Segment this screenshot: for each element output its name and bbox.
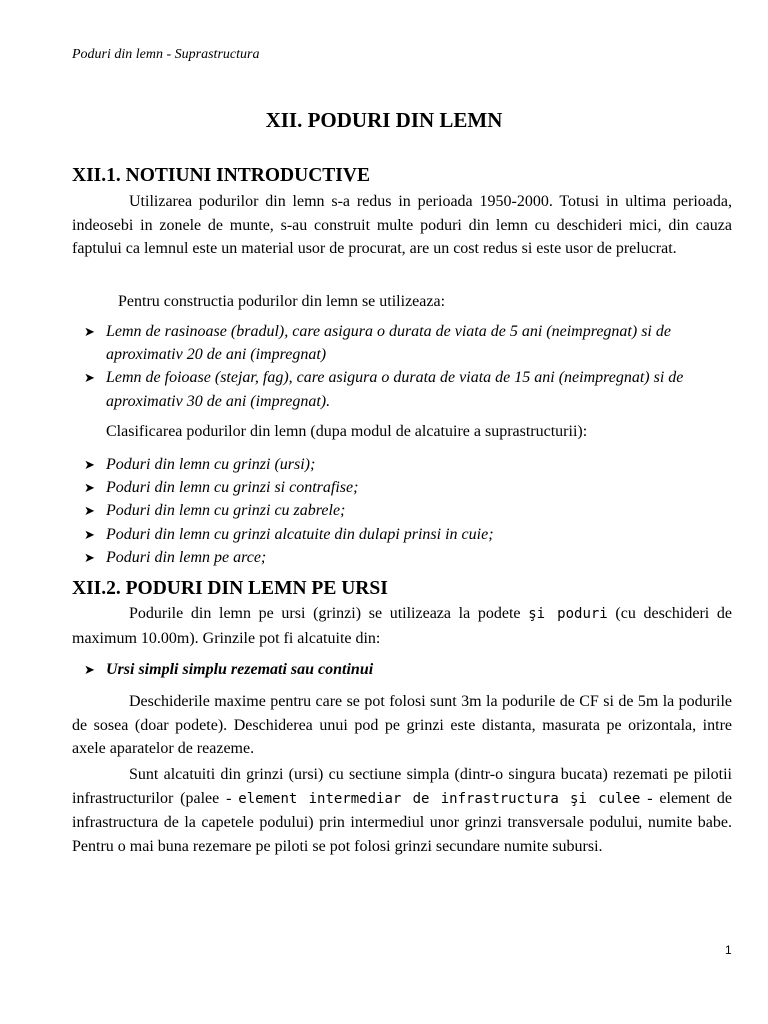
list-item — [72, 366, 732, 412]
arrow-bullet-icon: ➤ — [84, 324, 95, 339]
arrow-bullet-icon: ➤ — [84, 370, 95, 386]
structura-paragraph — [72, 763, 732, 858]
list-item — [72, 320, 732, 366]
ursi-intro-inline: şi poduri — [528, 606, 608, 622]
list-item — [72, 499, 732, 522]
list-item — [72, 658, 732, 681]
structura-inline: element intermediar de infrastructura şi culee — [238, 790, 641, 807]
page-number: 1 — [725, 943, 732, 957]
subtype-list — [72, 658, 732, 681]
classification-lead: Clasificarea podurilor din lemn (dupa modul de alcatuire a suprastructurii): — [106, 423, 588, 440]
deschideri-paragraph: Deschiderile maxime pentru care se pot folosi sunt 3m la podurile de CF si de 5m la podurile de sosea (doar podete). Deschiderea unui pod pe grinzi este distanta, masurata pe orizontala, intre axele aparatelor de reazeme. — [72, 693, 732, 758]
ursi-intro-text-end: (cu deschideri de maximum 10.00m). Grinzile pot fi alcatuite din: — [72, 605, 733, 647]
arrow-bullet-icon: ➤ — [84, 662, 95, 677]
materials-lead: Pentru constructia podurilor din lemn se utilizeaza: — [118, 293, 446, 310]
chapter-title: XII. PODURI DIN LEMN — [265, 108, 503, 132]
intro-paragraph: Utilizarea podurilor din lemn s-a redus in perioada 1950-2000. Totusi in ultima perioada, indeosebi in zonele de munte, s-au construit multe poduri din lemn cu deschideri mici, din cauza faptului ca lemnul este un material usor de procurat, are un cost redus si este usor de prelucrat. — [72, 193, 732, 258]
ursi-intro-paragraph — [72, 602, 732, 650]
subtype-label: Ursi simpli simplu rezemati sau continui — [106, 661, 374, 678]
structura-text: Sunt alcatuiti din grinzi (ursi) cu sectiune simpla (dintr-o singura bucata) rezemati pe pilotii infrastructurilor (palee - — [72, 766, 732, 807]
list-item — [72, 453, 732, 476]
structura-text-end: - element de infrastructura de la capetele podului) prin intermediul unor grinzi transversale podului, numite babe. Pentru o mai buna rezemare pe piloti se pot folosi grinzi secundare numite subursi. — [72, 789, 733, 855]
list-item-text: Lemn de foioase (stejar, fag), care asigura o durata de viata de 15 ani (neimpregnat) si de aproximativ 30 de ani (impregnat). — [106, 369, 684, 410]
section-heading-2: XII.2. PODURI DIN LEMN PE URSI — [72, 578, 388, 599]
list-item-text: Poduri din lemn pe arce; — [106, 548, 267, 566]
classification-list — [72, 453, 732, 569]
list-item-text: Poduri din lemn cu grinzi si contrafise; — [106, 479, 359, 497]
arrow-bullet-icon: ➤ — [84, 503, 95, 519]
section-heading-1: XII.1. NOTIUNI INTRODUCTIVE — [72, 165, 370, 186]
list-item — [72, 523, 732, 546]
arrow-bullet-icon: ➤ — [84, 526, 95, 542]
list-item — [72, 546, 732, 569]
arrow-bullet-icon: ➤ — [84, 480, 95, 496]
arrow-bullet-icon: ➤ — [84, 457, 95, 472]
list-item-text: Poduri din lemn cu grinzi cu zabrele; — [106, 502, 346, 520]
list-item-text: Poduri din lemn cu grinzi (ursi); — [106, 456, 316, 473]
materials-list — [72, 320, 732, 413]
arrow-bullet-icon: ➤ — [84, 549, 95, 565]
list-item-text: Lemn de rasinoase (bradul), care asigura o durata de viata de 5 ani (neimpregnat) si de aproximativ 20 de ani (impregnat) — [106, 323, 671, 364]
running-header: Poduri din lemn - Suprastructura — [72, 47, 260, 62]
list-item — [72, 476, 732, 499]
ursi-intro-text: Podurile din lemn pe ursi (grinzi) se utilizeaza la podete — [129, 605, 529, 622]
list-item-text: Poduri din lemn cu grinzi alcatuite din dulapi prinsi in cuie; — [106, 525, 494, 543]
